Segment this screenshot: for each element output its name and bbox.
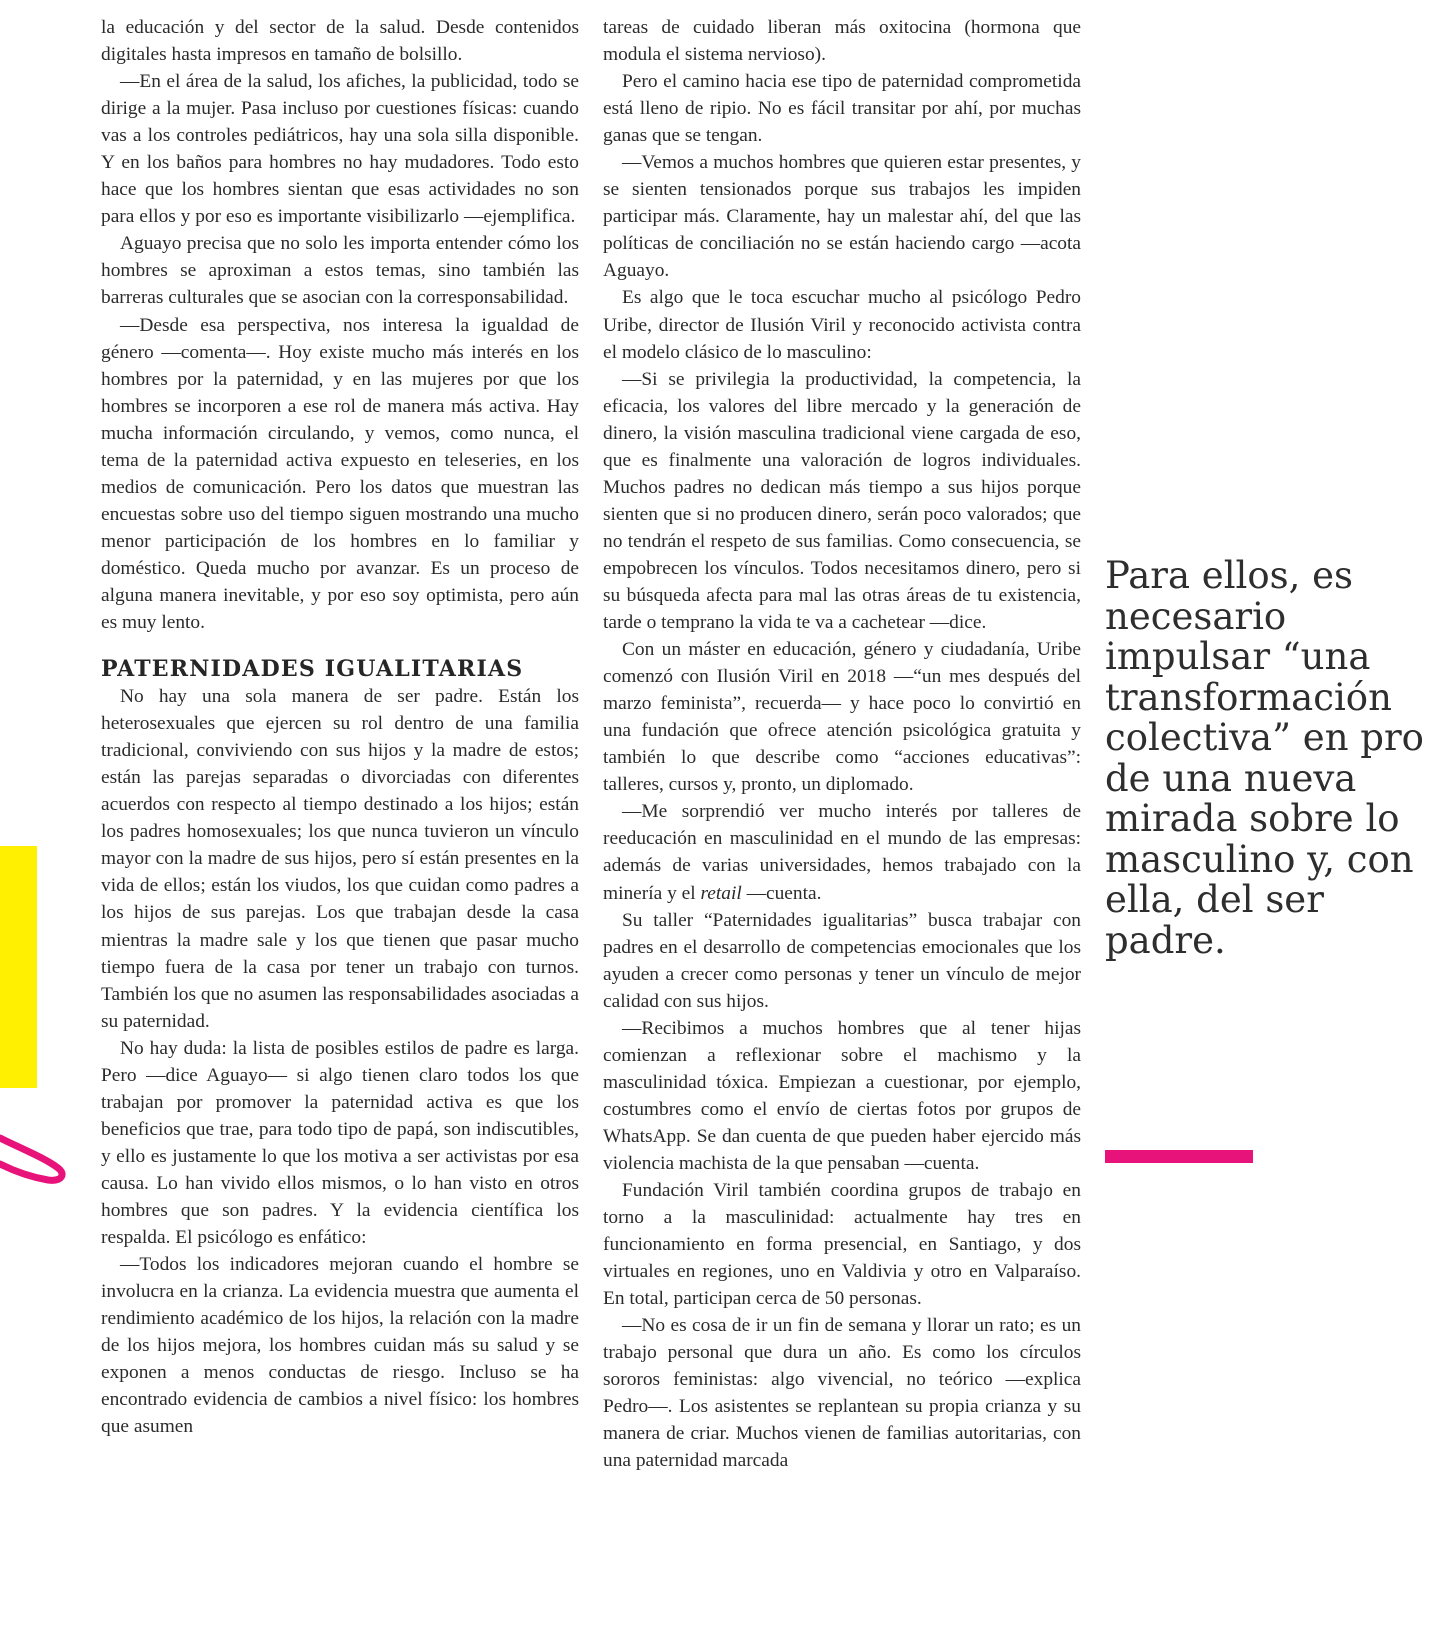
paragraph: —No es cosa de ir un fin de semana y llorar un rato; es un trabajo personal que dura un año. Es como los círculos sororos feministas: algo vivencial, no teórico —explica Pedro—. Los asistentes se replantean su propia crianza y su manera de criar. Muchos vienen de familias autoritarias, con una paternidad marcada (603, 1315, 1081, 1472)
paragraph: Es algo que le toca escuchar mucho al psicólogo Pedro Uribe, director de Ilusión Viril y reconocido activista contra el modelo clásico de lo masculino: (603, 287, 1081, 363)
paragraph: tareas de cuidado liberan más oxitocina (hormona que modula el sistema nervioso). (603, 17, 1081, 66)
paragraph: Su taller “Paternidades igualitarias” busca trabajar con padres en el desarrollo de competencias emocionales que los ayuden a crecer como personas y tener un vínculo de mejor calidad con sus hijos. (603, 909, 1081, 1012)
article-column-left (101, 14, 579, 1440)
paragraph: la educación y del sector de la salud. Desde contenidos digitales hasta impresos en tamaño de bolsillo. (101, 17, 579, 66)
pull-quote: Para ellos, es necesario impulsar “una transformación colectiva” en pro de una nueva mirada sobre lo masculino y, con ella, del ser padre. (1105, 554, 1424, 962)
paragraph: —Todos los indicadores mejoran cuando el hombre se involucra en la crianza. La evidencia muestra que aumenta el rendimiento académico de los hijos, la relación con la madre de los hijos mejora, los hombres cuidan más su salud y se exponen a menos conductas de riesgo. Incluso se ha encontrado evidencia de cambios a nivel físico: los hombres que asumen (101, 1254, 579, 1438)
paragraph: Pero el camino hacia ese tipo de paternidad comprometida está lleno de ripio. No es fácil transitar por ahí, por muchas ganas que se tengan. (603, 71, 1081, 147)
paragraph: Aguayo precisa que no solo les importa entender cómo los hombres se aproximan a estos temas, sino también las barreras culturales que se asocian con la corresponsabilidad. (101, 233, 579, 309)
yellow-decor-bar (0, 846, 37, 1088)
paragraph: —Si se privilegia la productividad, la competencia, la eficacia, los valores del libre mercado y la generación de dinero, la visión masculina tradicional viene cargada de eso, que es finalmente una valoración de logros individuales. Muchos padres no dedican más tiempo a sus hijos porque sienten que si no producen dinero, serán poco valorados; que no tendrán el respeto de sus familias. Como consecuencia, se empobrecen los vínculos. Todos necesitamos dinero, pero si su búsqueda afecta para mal las otras áreas de tu existencia, tarde o temprano la vida te va a cachetear —dice. (603, 368, 1081, 634)
paragraph-text: —cuenta. (741, 882, 822, 904)
article-column-middle (603, 14, 1081, 1475)
paragraph: —Recibimos a muchos hombres que al tener hijas comienzan a reflexionar sobre el machismo y la masculinidad tóxica. Empiezan a cuestionar, por ejemplo, costumbres como el envío de ciertas fotos por grupos de WhatsApp. Se dan cuenta de que pueden haber ejercido más violencia machista de la que pensaban —cuenta. (603, 1017, 1081, 1174)
paragraph: Con un máster en educación, género y ciudadanía, Uribe comenzó con Ilusión Viril en 2018 —“un mes después del marzo feminista”, recuerda— y hace poco lo convirtió en una fundación que ofrece atención psicológica gratuita y también lo que describe como “acciones educativas”: talleres, cursos y, pronto, un diplomado. (603, 639, 1081, 796)
paragraph: —En el área de la salud, los afiches, la publicidad, todo se dirige a la mujer. Pasa incluso por cuestiones físicas: cuando vas a los controles pediátricos, hay una sola silla disponible. Y en los baños para hombres no hay mudadores. Todo esto hace que los hombres sientan que esas actividades no son para ellos y por eso es importante visibilizarlo —ejemplifica. (101, 71, 579, 228)
paragraph: —Vemos a muchos hombres que quieren estar presentes, y se sienten tensionados porque sus trabajos les impiden participar más. Claramente, hay un malestar ahí, del que las políticas de conciliación no se están haciendo cargo —acota Aguayo. (603, 152, 1081, 282)
section-heading: PATERNIDADES IGUALITARIAS (101, 656, 524, 683)
paragraph (603, 798, 1081, 906)
paragraph: Fundación Viril también coordina grupos de trabajo en torno a la masculinidad: actualmente hay tres en funcionamiento en forma presencial, en Santiago, y dos virtuales en regiones, uno en Valdivia y otro en Valparaíso. En total, participan cerca de 50 personas. (603, 1180, 1081, 1310)
paragraph-text: —Me sorprendió ver mucho interés por talleres de reeducación en masculinidad en el mundo de las empresas: además de varias universidades, hemos trabajado con la minería y el (603, 801, 1081, 904)
paragraph: No hay duda: la lista de posibles estilos de padre es larga. Pero —dice Aguayo— si algo tienen claro todos los que trabajan por promover la paternidad activa es que los beneficios que trae, para todo tipo de papá, son indiscutibles, y ello es justamente lo que los motiva a ser activistas por esa causa. Lo han vivido ellos mismos, o lo han visto en otros hombres que son padres. Y la evidencia científica los respalda. El psicólogo es enfático: (101, 1037, 579, 1249)
pink-brush-stroke (0, 1130, 70, 1190)
paragraph: —Desde esa perspectiva, nos interesa la igualdad de género —comenta—. Hoy existe mucho más interés en los hombres por la paternidad, y en las mujeres por que los hombres se incorporen a ese rol de manera más activa. Hay mucha información circulando, y vemos, como nunca, el tema de la paternidad activa expuesto en teleseries, en los medios de comunicación. Pero los datos que muestran las encuestas sobre uso del tiempo siguen mostrando una mucho menor participación de los hombres en lo familiar y doméstico. Queda mucho por avanzar. Es un proceso de alguna manera inevitable, y por eso soy optimista, pero aún es muy lento. (101, 314, 579, 634)
pull-quote-rule (1105, 1150, 1253, 1163)
italic-term: retail (700, 882, 742, 904)
paragraph: No hay una sola manera de ser padre. Están los heterosexuales que ejercen su rol dentro de una familia tradicional, conviviendo con sus hijos y la madre de estos; están las parejas separadas o divorciadas con diferentes acuerdos con respecto al tiempo destinado a los hijos; están los padres homosexuales; los que nunca tuvieron un vínculo mayor con la madre de sus hijos, pero sí están presentes en la vida de ellos; están los viudos, los que cuidan como padres a los hijos de sus parejas. Los que trabajan desde la casa mientras la madre sale y los que tienen que pasar mucho tiempo fuera de la casa por tener un trabajo con turnos. También los que no asumen las responsabilidades asociadas a su paternidad. (101, 686, 579, 1032)
